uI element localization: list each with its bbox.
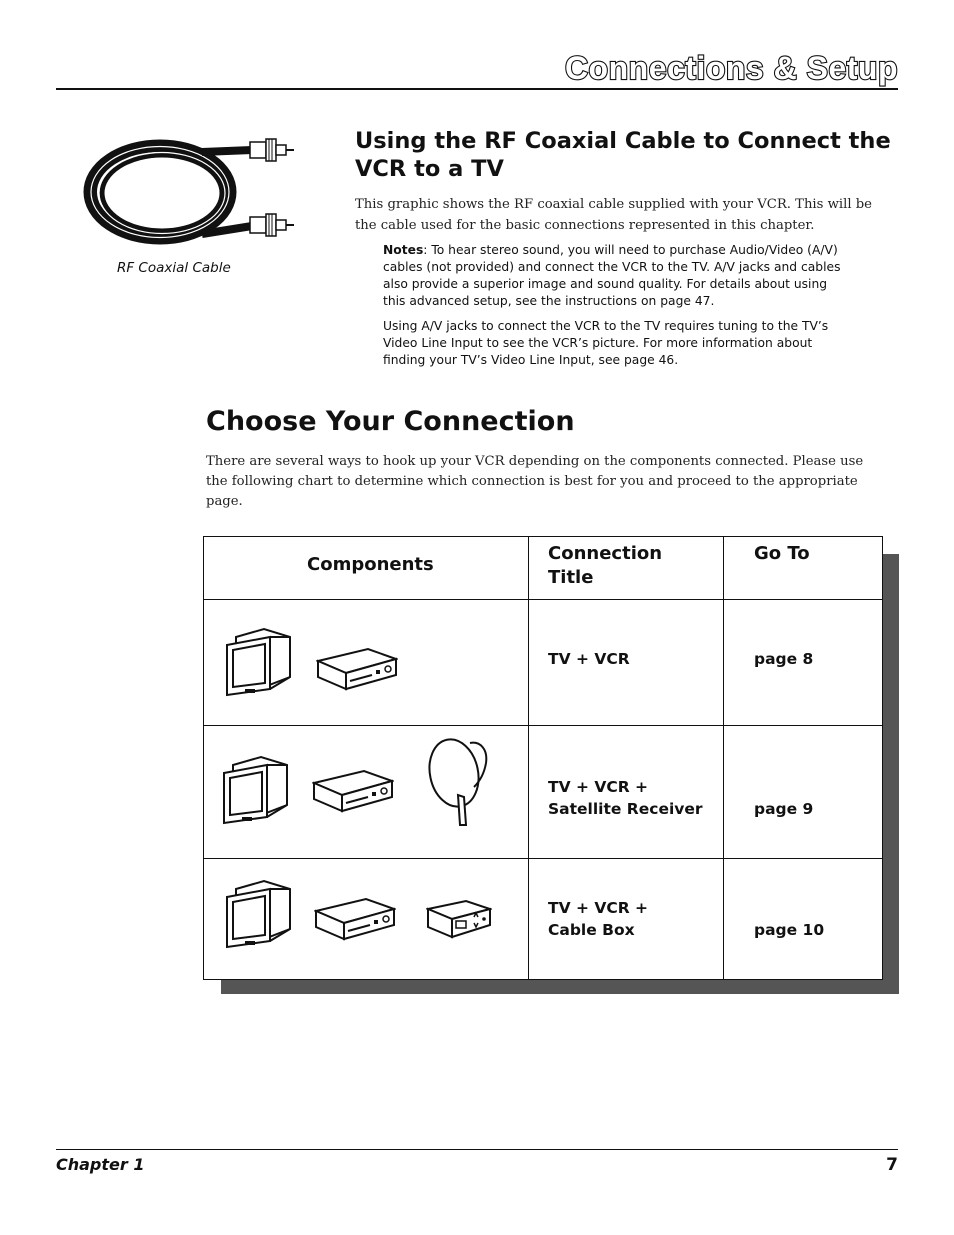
row-1-page: page 8 — [754, 650, 814, 668]
tv-icon — [224, 879, 294, 951]
rf-body-line2: the cable used for the basic connections represented in this chapter. — [355, 218, 815, 233]
header-connection-line1: Connection — [548, 543, 663, 564]
rf-section-body — [355, 194, 915, 236]
tv-icon — [224, 627, 294, 699]
row-2-title-line1: TV + VCR + — [548, 778, 649, 796]
row-3-title-line2: Cable Box — [548, 921, 635, 939]
note1-line1: : To hear stereo sound, you will need to purchase Audio/Video (A/V) — [423, 243, 838, 257]
satellite-dish-icon — [422, 735, 494, 829]
table-divider — [723, 537, 724, 979]
rf-heading-line1: Using the RF Coaxial Cable to Connect the — [355, 128, 891, 154]
row-3-page: page 10 — [754, 921, 825, 939]
note1-line4: this advanced setup, see the instructions on page 47. — [383, 294, 715, 308]
note2-line1: Using A/V jacks to connect the VCR to the TV requires tuning to the TV’s — [383, 319, 829, 333]
rf-section-heading — [355, 127, 915, 183]
row-1-title — [548, 648, 630, 670]
connection-table — [203, 536, 883, 980]
header-connection-title — [548, 542, 662, 590]
table-divider — [204, 725, 882, 726]
notes-label: Notes — [383, 243, 424, 257]
row-3-title — [548, 897, 648, 941]
footer-chapter: Chapter 1 — [56, 1155, 145, 1174]
row-3-title-line1: TV + VCR + — [548, 899, 649, 917]
row-1-title-line1: TV + VCR — [548, 650, 630, 668]
cable-box-icon — [426, 899, 492, 939]
image-caption: RF Coaxial Cable — [117, 260, 231, 276]
choose-connection-heading: Choose Your Connection — [206, 406, 575, 437]
footer-rule — [56, 1149, 898, 1150]
vcr-icon — [314, 897, 396, 941]
choose-body-line2: the following chart to determine which connection is best for you and proceed to the appropriate — [206, 474, 858, 489]
vcr-icon — [312, 769, 394, 813]
footer-page-number: 7 — [886, 1155, 898, 1175]
notes-paragraph — [383, 242, 903, 310]
table-divider — [528, 537, 529, 979]
header-connection-line2: Title — [548, 567, 594, 588]
choose-body-line3: page. — [206, 494, 243, 509]
header-goto: Go To — [754, 543, 810, 564]
header-components: Components — [307, 554, 434, 575]
rf-body-line1: This graphic shows the RF coaxial cable supplied with your VCR. This will be — [355, 197, 872, 212]
table-divider — [204, 599, 882, 600]
choose-connection-body — [206, 452, 906, 512]
tv-icon — [221, 755, 291, 827]
row-2-page: page 9 — [754, 800, 814, 818]
rf-heading-line2: VCR to a TV — [355, 156, 504, 182]
vcr-icon — [316, 647, 398, 691]
choose-body-line1: There are several ways to hook up your VCR depending on the components connected. Please use — [206, 454, 864, 469]
rf-coaxial-cable-image — [82, 130, 302, 255]
header-rule — [56, 88, 898, 90]
table-divider — [204, 858, 882, 859]
note1-line3: also provide a superior image and sound quality. For details about using — [383, 277, 828, 291]
note2-line2: Video Line Input to see the VCR’s picture. For more information about — [383, 336, 813, 350]
notes-paragraph-2 — [383, 318, 903, 369]
note1-line2: cables (not provided) and connect the VCR to the TV. A/V jacks and cables — [383, 260, 841, 274]
row-2-title — [548, 776, 703, 820]
page-title: Connections & Setup — [564, 50, 898, 86]
note2-line3: finding your TV’s Video Line Input, see page 46. — [383, 353, 679, 367]
row-2-title-line2: Satellite Receiver — [548, 800, 703, 818]
